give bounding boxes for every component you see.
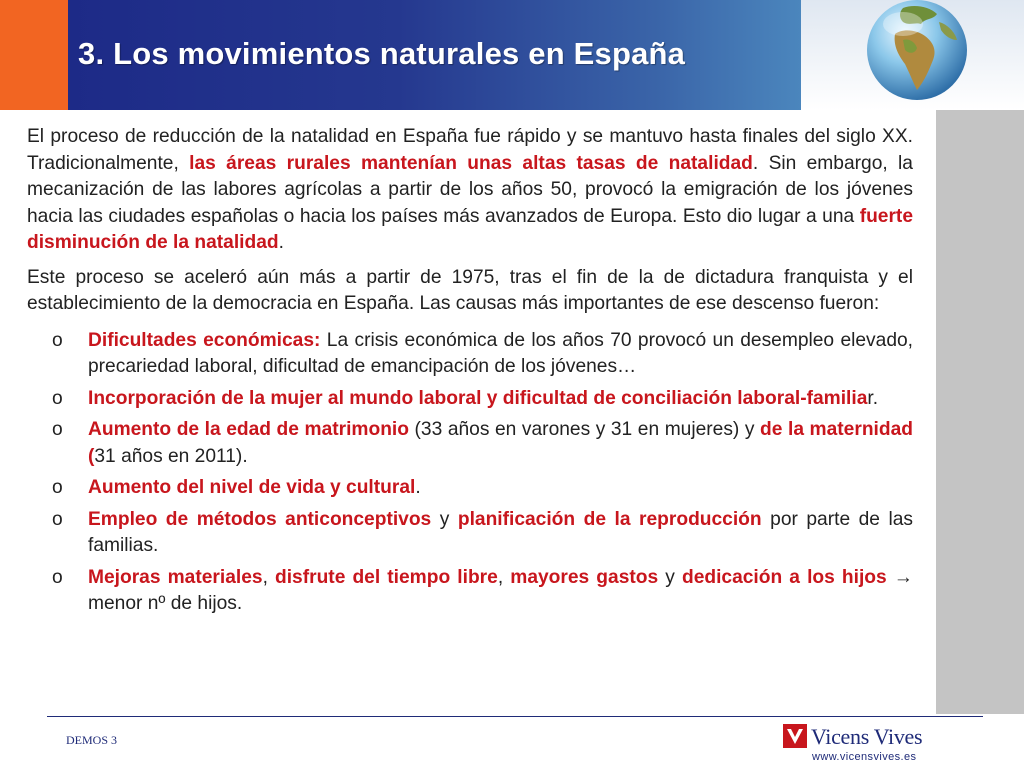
- list-item: o Incorporación de la mujer al mundo laboral y dificultad de conciliación laboral-familiar.: [27, 386, 913, 413]
- brand-name: Vicens Vives: [811, 724, 923, 749]
- slide-title: 3. Los movimientos naturales en España: [78, 36, 686, 71]
- list-item: o Dificultades económicas: La crisis económica de los años 70 provocó un desempleo elevado, precariedad laboral, dificultad de emancipación de los jóvenes…: [52, 329, 913, 377]
- accent-block: [0, 0, 68, 110]
- globe-icon: [859, 0, 971, 110]
- bullet-icon: o: [52, 566, 63, 588]
- bullet-icon: o: [52, 329, 63, 351]
- bullet-icon: o: [52, 477, 63, 498]
- causes-intro-paragraph: Este proceso se aceleró aún más a partir de 1975, tras el fin de la de dictadura franquista y el establecimiento de la democracia en España. Las causas más importantes de ese descenso fueron:: [27, 266, 913, 314]
- vicens-vives-logo-icon: [783, 724, 807, 748]
- highlight-text: fuerte disminución de la natalidad: [27, 205, 913, 253]
- footer-label: DEMOS 3: [66, 733, 118, 747]
- arrow-right-icon: →: [893, 566, 913, 588]
- footer-divider: [47, 716, 983, 717]
- causes-list: [27, 328, 913, 618]
- bullet-icon: o: [52, 419, 63, 440]
- list-item: o Empleo de métodos anticonceptivos y planificación de la reproducción por parte de las familias.: [52, 508, 913, 556]
- intro-paragraph: El proceso de reducción de la natalidad en España fue rápido y se mantuvo hasta finales del siglo XX. Tradicionalmente, las áreas rurales mantenían unas altas tasas de natalidad. Sin embargo, la mecanización de las labores agrícolas a partir de los años 50, provocó la emigración de los jóvenes hacia las ciudades españolas o hacia los países más avanzados de Europa. Esto dio lugar a una fuerte disminución de la natalidad.: [27, 126, 913, 253]
- list-item: o Mejoras materiales, disfrute del tiempo libre, mayores gastos y dedicación a los hijos → menor nº de hijos.: [52, 566, 913, 614]
- bullet-icon: o: [52, 387, 63, 409]
- list-item: o Aumento de la edad de matrimonio (33 años en varones y 31 en mujeres) y de la maternidad (31 años en 2011).: [52, 419, 913, 467]
- brand-url: www.vicensvives.es: [812, 751, 917, 763]
- slide-body: [27, 124, 913, 623]
- bullet-icon: o: [52, 508, 63, 530]
- highlight-text: las áreas rurales mantenían unas altas tasas de natalidad: [189, 152, 753, 174]
- side-gray-band: [936, 110, 1024, 714]
- list-item: o Aumento del nivel de vida y cultural.: [27, 475, 913, 502]
- globe-panel: [801, 0, 1024, 110]
